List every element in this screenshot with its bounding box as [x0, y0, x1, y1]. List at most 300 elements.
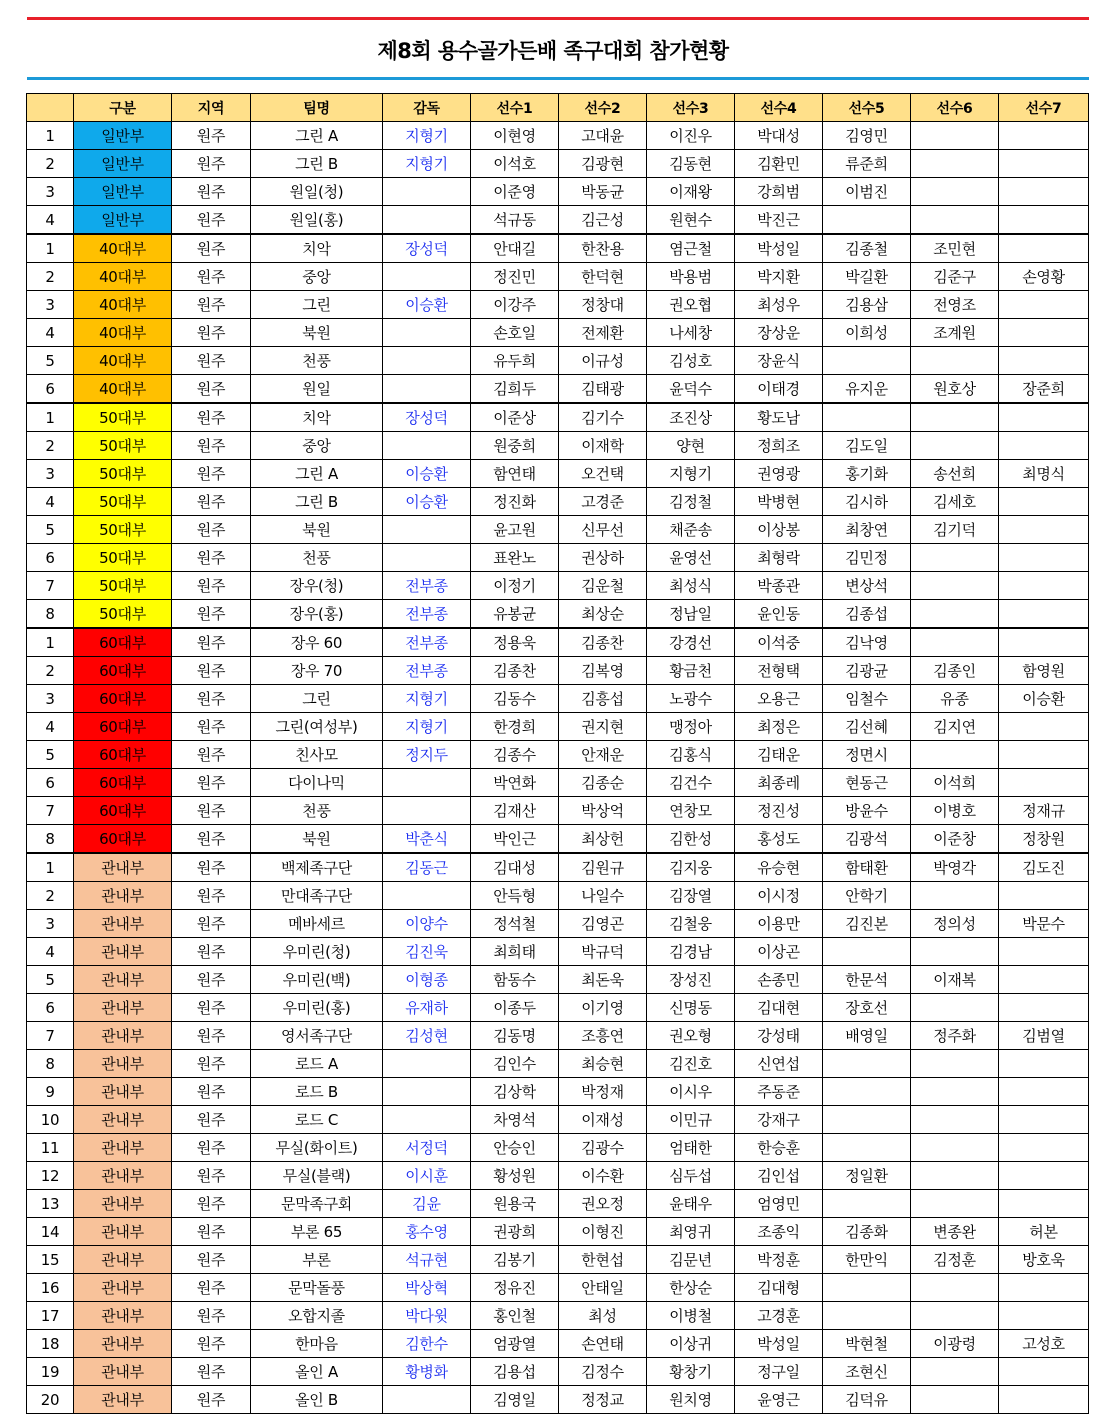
- cell-team: 그린: [251, 291, 383, 319]
- cell-player2: 정정교: [559, 1386, 647, 1414]
- cell-player5: [823, 1078, 911, 1106]
- cell-team: 로드 A: [251, 1050, 383, 1078]
- cell-coach: 홍수영: [383, 1218, 471, 1246]
- cell-division: 관내부: [74, 1190, 172, 1218]
- cell-division: 관내부: [74, 1106, 172, 1134]
- page-title: 제8회 용수골가든배 족구대회 참가현황: [377, 39, 729, 63]
- cell-player5: 이범진: [823, 178, 911, 206]
- cell-player2: 최성: [559, 1302, 647, 1330]
- cell-player4: 최형락: [735, 544, 823, 572]
- cell-region: 원주: [172, 1358, 251, 1386]
- cell-player7: [999, 966, 1089, 994]
- cell-player7: [999, 1358, 1089, 1386]
- cell-division: 60대부: [74, 713, 172, 741]
- cell-player7: [999, 1078, 1089, 1106]
- cell-player3: 최영귀: [647, 1218, 735, 1246]
- cell-no: 3: [27, 685, 74, 713]
- cell-player2: 최상헌: [559, 825, 647, 854]
- cell-player1: 안승인: [471, 1134, 559, 1162]
- cell-player7: [999, 403, 1089, 432]
- cell-player4: 김대현: [735, 994, 823, 1022]
- cell-coach: 김성현: [383, 1022, 471, 1050]
- cell-division: 50대부: [74, 403, 172, 432]
- cell-player3: 윤태우: [647, 1190, 735, 1218]
- cell-team: 천풍: [251, 797, 383, 825]
- cell-no: 6: [27, 769, 74, 797]
- cell-division: 관내부: [74, 1050, 172, 1078]
- cell-player5: 이희성: [823, 319, 911, 347]
- header-cell-region: 지역: [172, 94, 251, 122]
- cell-player6: 박영각: [911, 853, 999, 882]
- cell-team: 장우(청): [251, 572, 383, 600]
- cell-no: 19: [27, 1358, 74, 1386]
- cell-player3: 권오협: [647, 291, 735, 319]
- cell-team: 그린 A: [251, 460, 383, 488]
- cell-player5: 김진본: [823, 910, 911, 938]
- cell-player5: 김도일: [823, 432, 911, 460]
- cell-player2: 고경준: [559, 488, 647, 516]
- cell-player1: 석규동: [471, 206, 559, 235]
- cell-division: 관내부: [74, 1246, 172, 1274]
- cell-player5: [823, 1050, 911, 1078]
- cell-coach: 지형기: [383, 713, 471, 741]
- cell-team: 그린(여성부): [251, 713, 383, 741]
- cell-team: 그린: [251, 685, 383, 713]
- cell-player6: [911, 1162, 999, 1190]
- cell-player1: 이석호: [471, 150, 559, 178]
- cell-region: 원주: [172, 122, 251, 150]
- cell-team: 원일(청): [251, 178, 383, 206]
- cell-player3: 이상귀: [647, 1330, 735, 1358]
- cell-player6: 김세호: [911, 488, 999, 516]
- cell-player6: [911, 206, 999, 235]
- cell-player2: 손연태: [559, 1330, 647, 1358]
- cell-player3: 김한성: [647, 825, 735, 854]
- cell-player1: 이정기: [471, 572, 559, 600]
- cell-player7: 최명식: [999, 460, 1089, 488]
- cell-no: 8: [27, 1050, 74, 1078]
- cell-no: 3: [27, 910, 74, 938]
- cell-division: 관내부: [74, 1162, 172, 1190]
- cell-player6: 조민현: [911, 234, 999, 263]
- table-row: [27, 882, 1089, 910]
- cell-division: 50대부: [74, 572, 172, 600]
- cell-player7: [999, 206, 1089, 235]
- cell-region: 원주: [172, 178, 251, 206]
- cell-player6: 이병호: [911, 797, 999, 825]
- cell-team: 문막돌풍: [251, 1274, 383, 1302]
- table-row: [27, 1358, 1089, 1386]
- cell-player4: 박진근: [735, 206, 823, 235]
- cell-no: 10: [27, 1106, 74, 1134]
- cell-coach: [383, 178, 471, 206]
- cell-player1: 이강주: [471, 291, 559, 319]
- cell-player3: 김홍식: [647, 741, 735, 769]
- cell-division: 40대부: [74, 347, 172, 375]
- cell-player5: [823, 1106, 911, 1134]
- cell-no: 6: [27, 375, 74, 404]
- title-top-rule: [27, 17, 1089, 20]
- cell-team: 중앙: [251, 263, 383, 291]
- cell-no: 7: [27, 572, 74, 600]
- cell-player7: 손영황: [999, 263, 1089, 291]
- cell-coach: 전부종: [383, 600, 471, 629]
- cell-player4: 최성우: [735, 291, 823, 319]
- cell-player4: 김인섭: [735, 1162, 823, 1190]
- cell-division: 40대부: [74, 375, 172, 404]
- cell-player7: [999, 291, 1089, 319]
- cell-team: 올인 A: [251, 1358, 383, 1386]
- cell-region: 원주: [172, 1106, 251, 1134]
- cell-player4: 손종민: [735, 966, 823, 994]
- cell-player1: 엄광열: [471, 1330, 559, 1358]
- cell-player5: 김종화: [823, 1218, 911, 1246]
- table-row: [27, 1162, 1089, 1190]
- cell-player3: 김진호: [647, 1050, 735, 1078]
- cell-region: 원주: [172, 797, 251, 825]
- cell-player7: [999, 122, 1089, 150]
- cell-player3: 이병철: [647, 1302, 735, 1330]
- cell-region: 원주: [172, 600, 251, 629]
- cell-player2: 한현섭: [559, 1246, 647, 1274]
- cell-player2: 박상억: [559, 797, 647, 825]
- cell-player6: 이준창: [911, 825, 999, 854]
- cell-player5: [823, 1302, 911, 1330]
- cell-coach: [383, 1386, 471, 1414]
- cell-coach: 전부종: [383, 572, 471, 600]
- cell-division: 관내부: [74, 1302, 172, 1330]
- cell-no: 1: [27, 853, 74, 882]
- cell-no: 1: [27, 403, 74, 432]
- cell-player3: 조진상: [647, 403, 735, 432]
- cell-team: 우미린(홍): [251, 994, 383, 1022]
- cell-player6: 김준구: [911, 263, 999, 291]
- cell-no: 15: [27, 1246, 74, 1274]
- cell-player5: 장호선: [823, 994, 911, 1022]
- table-row: [27, 1078, 1089, 1106]
- cell-player7: [999, 432, 1089, 460]
- cell-region: 원주: [172, 1190, 251, 1218]
- cell-player7: [999, 1162, 1089, 1190]
- cell-region: 원주: [172, 488, 251, 516]
- cell-player4: 엄영민: [735, 1190, 823, 1218]
- cell-no: 5: [27, 516, 74, 544]
- cell-player3: 김장열: [647, 882, 735, 910]
- table-row: [27, 572, 1089, 600]
- cell-coach: 김한수: [383, 1330, 471, 1358]
- cell-player7: 김도진: [999, 853, 1089, 882]
- cell-player1: 김종수: [471, 741, 559, 769]
- cell-player1: 김인수: [471, 1050, 559, 1078]
- title-bottom-rule: [27, 77, 1089, 80]
- cell-division: 60대부: [74, 769, 172, 797]
- cell-player1: 한경희: [471, 713, 559, 741]
- header-cell-coach: 감독: [383, 94, 471, 122]
- cell-team: 천풍: [251, 347, 383, 375]
- cell-player7: [999, 150, 1089, 178]
- cell-player4: 박지환: [735, 263, 823, 291]
- header-cell-player6: 선수6: [911, 94, 999, 122]
- cell-player7: 정창원: [999, 825, 1089, 854]
- cell-player5: 조현신: [823, 1358, 911, 1386]
- cell-player2: 신무선: [559, 516, 647, 544]
- cell-player4: 이태경: [735, 375, 823, 404]
- cell-coach: [383, 882, 471, 910]
- cell-player3: 원현수: [647, 206, 735, 235]
- cell-region: 원주: [172, 291, 251, 319]
- cell-coach: 유재하: [383, 994, 471, 1022]
- cell-player5: 류준희: [823, 150, 911, 178]
- table-row: [27, 432, 1089, 460]
- cell-coach: 이승환: [383, 460, 471, 488]
- cell-player5: [823, 1134, 911, 1162]
- cell-player2: 나일수: [559, 882, 647, 910]
- cell-team: 그린 A: [251, 122, 383, 150]
- cell-team: 그린 B: [251, 150, 383, 178]
- cell-player2: 이수환: [559, 1162, 647, 1190]
- table-row: [27, 291, 1089, 319]
- cell-no: 6: [27, 544, 74, 572]
- cell-player5: [823, 403, 911, 432]
- cell-player6: [911, 1190, 999, 1218]
- cell-region: 원주: [172, 516, 251, 544]
- cell-region: 원주: [172, 1162, 251, 1190]
- cell-no: 2: [27, 882, 74, 910]
- cell-player2: 김흥섭: [559, 685, 647, 713]
- cell-player2: 고대윤: [559, 122, 647, 150]
- cell-region: 원주: [172, 853, 251, 882]
- cell-player5: 정면시: [823, 741, 911, 769]
- table-row: [27, 234, 1089, 263]
- cell-player2: 안태일: [559, 1274, 647, 1302]
- table-row: [27, 375, 1089, 404]
- table-row: [27, 488, 1089, 516]
- header-cell-player5: 선수5: [823, 94, 911, 122]
- cell-player1: 함연태: [471, 460, 559, 488]
- cell-player4: 강성태: [735, 1022, 823, 1050]
- cell-player6: [911, 1134, 999, 1162]
- cell-no: 2: [27, 150, 74, 178]
- cell-player6: [911, 994, 999, 1022]
- cell-player5: 한만익: [823, 1246, 911, 1274]
- table-row: [27, 685, 1089, 713]
- cell-team: 원일(홍): [251, 206, 383, 235]
- cell-player2: 김원규: [559, 853, 647, 882]
- header-cell-player1: 선수1: [471, 94, 559, 122]
- cell-player6: [911, 938, 999, 966]
- cell-player5: [823, 347, 911, 375]
- cell-player2: 김종순: [559, 769, 647, 797]
- table-row: [27, 1330, 1089, 1358]
- cell-player5: 김영민: [823, 122, 911, 150]
- cell-player7: [999, 1050, 1089, 1078]
- header-cell-team: 팀명: [251, 94, 383, 122]
- cell-region: 원주: [172, 1330, 251, 1358]
- table-row: [27, 460, 1089, 488]
- cell-player6: 조계원: [911, 319, 999, 347]
- table-row: [27, 1134, 1089, 1162]
- cell-player5: 김덕유: [823, 1386, 911, 1414]
- cell-player1: 윤고원: [471, 516, 559, 544]
- cell-player6: [911, 628, 999, 657]
- cell-player5: 김선혜: [823, 713, 911, 741]
- cell-player1: 손호일: [471, 319, 559, 347]
- cell-coach: 전부종: [383, 657, 471, 685]
- cell-region: 원주: [172, 572, 251, 600]
- cell-division: 관내부: [74, 1358, 172, 1386]
- cell-player4: 이석중: [735, 628, 823, 657]
- cell-player4: 정구일: [735, 1358, 823, 1386]
- cell-coach: 지형기: [383, 685, 471, 713]
- cell-player3: 황창기: [647, 1358, 735, 1386]
- cell-region: 원주: [172, 657, 251, 685]
- cell-division: 50대부: [74, 516, 172, 544]
- cell-coach: [383, 769, 471, 797]
- cell-region: 원주: [172, 769, 251, 797]
- cell-player3: 김경남: [647, 938, 735, 966]
- cell-player3: 한상순: [647, 1274, 735, 1302]
- table-row: [27, 150, 1089, 178]
- cell-player2: 이형진: [559, 1218, 647, 1246]
- cell-player2: 최승현: [559, 1050, 647, 1078]
- cell-no: 1: [27, 234, 74, 263]
- cell-region: 원주: [172, 1218, 251, 1246]
- cell-player5: 변상석: [823, 572, 911, 600]
- cell-division: 60대부: [74, 657, 172, 685]
- cell-player1: 홍인철: [471, 1302, 559, 1330]
- cell-player1: 김동명: [471, 1022, 559, 1050]
- cell-player3: 권오형: [647, 1022, 735, 1050]
- cell-division: 50대부: [74, 460, 172, 488]
- cell-player6: 김정훈: [911, 1246, 999, 1274]
- cell-player5: 박길환: [823, 263, 911, 291]
- table-row: [27, 122, 1089, 150]
- cell-no: 5: [27, 741, 74, 769]
- cell-team: 부론 65: [251, 1218, 383, 1246]
- cell-player1: 이준영: [471, 178, 559, 206]
- cell-player5: 한문석: [823, 966, 911, 994]
- cell-coach: [383, 1078, 471, 1106]
- cell-no: 4: [27, 319, 74, 347]
- cell-coach: 정지두: [383, 741, 471, 769]
- cell-division: 일반부: [74, 206, 172, 235]
- cell-coach: 김진욱: [383, 938, 471, 966]
- cell-no: 4: [27, 488, 74, 516]
- cell-player4: 최종레: [735, 769, 823, 797]
- cell-division: 40대부: [74, 234, 172, 263]
- cell-player6: 김기덕: [911, 516, 999, 544]
- cell-player4: 전형택: [735, 657, 823, 685]
- cell-player4: 김대형: [735, 1274, 823, 1302]
- cell-coach: 지형기: [383, 122, 471, 150]
- cell-player1: 유봉균: [471, 600, 559, 629]
- cell-division: 관내부: [74, 1330, 172, 1358]
- cell-team: 다이나믹: [251, 769, 383, 797]
- cell-player3: 김정철: [647, 488, 735, 516]
- cell-player2: 정창대: [559, 291, 647, 319]
- cell-region: 원주: [172, 882, 251, 910]
- cell-region: 원주: [172, 347, 251, 375]
- cell-region: 원주: [172, 432, 251, 460]
- cell-division: 40대부: [74, 263, 172, 291]
- cell-player3: 심두섭: [647, 1162, 735, 1190]
- cell-player2: 최상순: [559, 600, 647, 629]
- cell-region: 원주: [172, 628, 251, 657]
- cell-player1: 이종두: [471, 994, 559, 1022]
- cell-player6: [911, 403, 999, 432]
- cell-player6: 전영조: [911, 291, 999, 319]
- table-row: [27, 1050, 1089, 1078]
- table-row: [27, 263, 1089, 291]
- cell-player6: [911, 544, 999, 572]
- cell-division: 관내부: [74, 1134, 172, 1162]
- cell-player3: 정남일: [647, 600, 735, 629]
- cell-player2: 이재성: [559, 1106, 647, 1134]
- cell-division: 60대부: [74, 741, 172, 769]
- cell-player2: 안재운: [559, 741, 647, 769]
- cell-player2: 권오정: [559, 1190, 647, 1218]
- cell-player6: 정의성: [911, 910, 999, 938]
- cell-player5: 안학기: [823, 882, 911, 910]
- cell-player3: 장성진: [647, 966, 735, 994]
- cell-region: 원주: [172, 910, 251, 938]
- table-row: [27, 938, 1089, 966]
- cell-player4: 주동준: [735, 1078, 823, 1106]
- cell-division: 60대부: [74, 685, 172, 713]
- table-row: [27, 741, 1089, 769]
- cell-region: 원주: [172, 460, 251, 488]
- cell-no: 4: [27, 938, 74, 966]
- cell-player5: 배영일: [823, 1022, 911, 1050]
- cell-coach: 이시훈: [383, 1162, 471, 1190]
- cell-player2: 이기영: [559, 994, 647, 1022]
- cell-region: 원주: [172, 1134, 251, 1162]
- cell-player5: [823, 1190, 911, 1218]
- table-row: [27, 628, 1089, 657]
- cell-division: 관내부: [74, 994, 172, 1022]
- cell-player3: 신명동: [647, 994, 735, 1022]
- cell-player6: 이재복: [911, 966, 999, 994]
- cell-no: 2: [27, 432, 74, 460]
- cell-player5: 방윤수: [823, 797, 911, 825]
- cell-player3: 강경선: [647, 628, 735, 657]
- cell-player1: 김재산: [471, 797, 559, 825]
- cell-player2: 김광수: [559, 1134, 647, 1162]
- cell-no: 12: [27, 1162, 74, 1190]
- cell-player5: 박현철: [823, 1330, 911, 1358]
- table-row: [27, 853, 1089, 882]
- cell-player7: [999, 516, 1089, 544]
- cell-player3: 이재왕: [647, 178, 735, 206]
- cell-no: 5: [27, 966, 74, 994]
- cell-team: 만대족구단: [251, 882, 383, 910]
- cell-player1: 함동수: [471, 966, 559, 994]
- cell-player5: 홍기화: [823, 460, 911, 488]
- cell-team: 무실(블랙): [251, 1162, 383, 1190]
- cell-no: 7: [27, 1022, 74, 1050]
- cell-player7: [999, 600, 1089, 629]
- cell-region: 원주: [172, 966, 251, 994]
- cell-region: 원주: [172, 741, 251, 769]
- cell-region: 원주: [172, 1050, 251, 1078]
- cell-player7: [999, 572, 1089, 600]
- cell-coach: [383, 516, 471, 544]
- cell-no: 2: [27, 657, 74, 685]
- cell-player7: [999, 347, 1089, 375]
- cell-player6: 송선희: [911, 460, 999, 488]
- cell-team: 우미린(백): [251, 966, 383, 994]
- cell-no: 8: [27, 825, 74, 854]
